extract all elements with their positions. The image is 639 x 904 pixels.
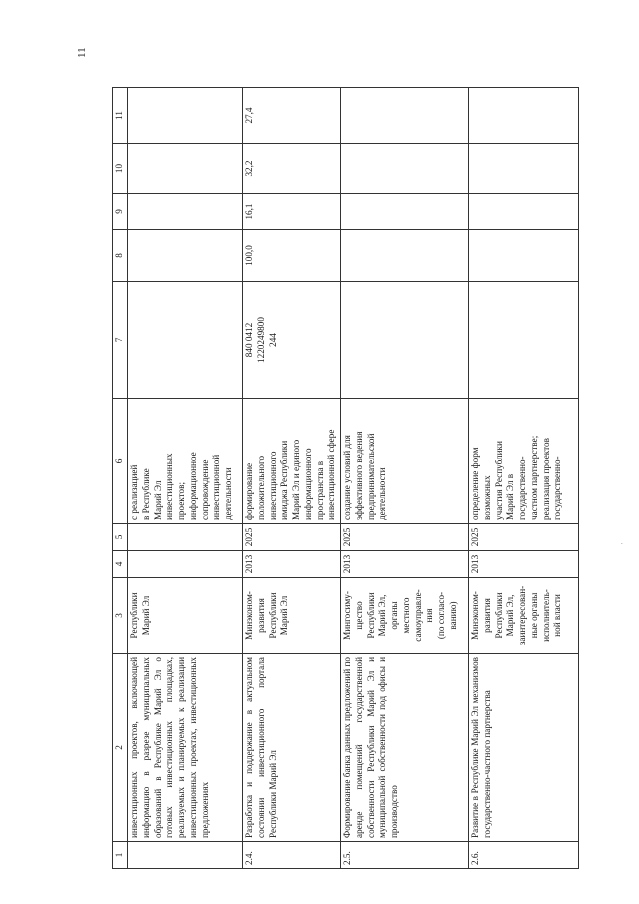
cell-line: реализация проектов	[540, 438, 551, 520]
cell-line: инвестиционной сфере	[326, 429, 337, 520]
cell-line: с реализацией	[129, 464, 139, 520]
cell-line: создание условий для	[342, 435, 352, 520]
start-year	[128, 551, 243, 578]
table-header-row	[113, 88, 128, 869]
cell-line: ной власти	[552, 594, 563, 637]
cell-line: ния	[424, 608, 435, 623]
value-cell	[128, 88, 243, 144]
cell-line: инвестиционного	[267, 451, 278, 520]
expected-result	[128, 399, 243, 524]
row-number	[128, 842, 243, 869]
cell-line: местного	[400, 597, 411, 634]
header-cell: 6	[113, 399, 128, 524]
start-year: 2013	[469, 551, 579, 578]
end-year: 2025	[469, 524, 579, 551]
cell-line: развития	[481, 598, 492, 633]
cell-line: ванию)	[447, 601, 458, 630]
cell-line: ные органы	[528, 592, 539, 639]
cell-line: определение форм	[470, 447, 480, 520]
cell-line: деятельности	[377, 467, 388, 520]
value-cell	[469, 194, 579, 230]
header-cell: 11	[113, 88, 128, 144]
header-cell: 9	[113, 194, 128, 230]
executor	[341, 578, 469, 654]
cell-line: частном партнерстве;	[528, 435, 539, 520]
cell-line: информационного	[302, 448, 313, 520]
budget-code	[243, 282, 341, 399]
executor	[469, 578, 579, 654]
cell-line: Марий Эл	[140, 595, 151, 636]
cell-line: Марий Эл и единого	[291, 439, 302, 520]
expected-result	[243, 399, 341, 524]
value-cell	[341, 144, 469, 194]
value-cell	[341, 88, 469, 144]
cell-line: заинтересован-	[517, 585, 528, 646]
value-cell	[128, 230, 243, 282]
budget-code	[469, 282, 579, 399]
value-cell	[341, 194, 469, 230]
cell-line: имиджа Республики	[279, 440, 290, 520]
cell-line: Марий Эл,	[377, 594, 388, 637]
cell-line: пространства в	[314, 460, 325, 520]
cell-line: Республики	[129, 592, 139, 639]
activity-name: Развитие в Республике Марий Эл механизмов государственно-частного партнерства	[469, 654, 579, 842]
cell-line: Республики	[267, 592, 278, 639]
executor	[128, 578, 243, 654]
value-cell	[128, 194, 243, 230]
cell-line: Марий Эл	[152, 480, 163, 520]
row-number: 2.6.	[469, 842, 579, 869]
cell-line: 244	[267, 333, 278, 347]
cell-line: проектов;	[176, 481, 187, 520]
value-cell	[469, 144, 579, 194]
cell-line: Марий Эл	[279, 595, 290, 636]
header-cell: 3	[113, 578, 128, 654]
header-cell: 1	[113, 842, 128, 869]
expected-result	[469, 399, 579, 524]
cell-line: участия Республики	[493, 441, 504, 520]
cell-line: информационное	[187, 452, 198, 520]
cell-line: предпринимательской	[365, 433, 376, 520]
value-cell	[469, 230, 579, 282]
cell-line: Республики	[365, 592, 376, 639]
value-cell: 27,4	[243, 88, 341, 144]
header-cell: 5	[113, 524, 128, 551]
cell-line: в Республике	[140, 468, 151, 520]
cell-line: государственно-	[552, 456, 563, 520]
row-number: 2.4.	[243, 842, 341, 869]
value-cell	[128, 144, 243, 194]
cell-line: щество	[353, 601, 364, 630]
cell-line: Марий Эл,	[505, 594, 516, 637]
start-year: 2013	[243, 551, 341, 578]
value-cell: 100,0	[243, 230, 341, 282]
program-activities-table	[112, 87, 579, 869]
table-row	[341, 88, 469, 869]
header-cell: 2	[113, 654, 128, 842]
cell-line: 840 0412	[244, 322, 254, 358]
cell-line: органы	[389, 601, 400, 630]
activity-name: Разработка и поддержание в актуальном состоянии инвестиционного портала Республики Марий Эл	[243, 654, 341, 842]
budget-code	[341, 282, 469, 399]
cell-line: положительного	[255, 455, 266, 520]
cell-line: возможных	[481, 475, 492, 520]
header-cell: 10	[113, 144, 128, 194]
cell-line: государственно-	[517, 456, 528, 520]
activity-name: инвестиционных проектов, включающей информацию в разрезе муниципальных образований в Республике Марий Эл о готовых инвестиционных площадках, реализуемых и планируемых к реализации инвестиционных проектах, инвестиционных предложениях	[128, 654, 243, 842]
start-year: 2013	[341, 551, 469, 578]
activity-name: Формирование банка данных предложений по аренде помещений государственной собственности Республики Марий Эл и муниципальной собственности под офисы и производство	[341, 654, 469, 842]
value-cell	[469, 88, 579, 144]
stray-mark: .	[621, 538, 623, 546]
end-year: 2025	[243, 524, 341, 551]
header-cell: 4	[113, 551, 128, 578]
expected-result	[341, 399, 469, 524]
table-row	[243, 88, 341, 869]
cell-line: инвестиционной	[211, 454, 222, 520]
budget-code	[128, 282, 243, 399]
cell-line: эффективного ведения	[353, 431, 364, 520]
cell-line: деятельности	[223, 467, 234, 520]
rotated-sheet	[112, 88, 622, 869]
cell-line: 1220249800	[255, 317, 266, 363]
cell-line: Марий Эл в	[505, 473, 516, 520]
cell-line: исполнитель-	[540, 589, 551, 642]
cell-line: Республики	[493, 592, 504, 639]
cell-line: (по согласо-	[436, 591, 447, 640]
header-cell: 8	[113, 230, 128, 282]
row-number: 2.5.	[341, 842, 469, 869]
value-cell: 16,1	[243, 194, 341, 230]
executor	[243, 578, 341, 654]
header-cell: 7	[113, 282, 128, 399]
end-year	[128, 524, 243, 551]
table-row	[128, 88, 243, 869]
cell-line: формирование	[244, 462, 254, 520]
cell-line: развития	[255, 598, 266, 633]
value-cell	[341, 230, 469, 282]
cell-line: сопровождение	[199, 459, 210, 520]
cell-line: Минэконом-	[470, 591, 480, 640]
page-number: 11	[76, 47, 88, 58]
cell-line: инвестиционных	[164, 453, 175, 520]
cell-line: Минэконом-	[244, 591, 254, 640]
end-year: 2025	[341, 524, 469, 551]
table-row	[469, 88, 579, 869]
value-cell: 32,2	[243, 144, 341, 194]
cell-line: самоуправле-	[412, 589, 423, 642]
cell-line: Мингосиму-	[342, 591, 352, 640]
